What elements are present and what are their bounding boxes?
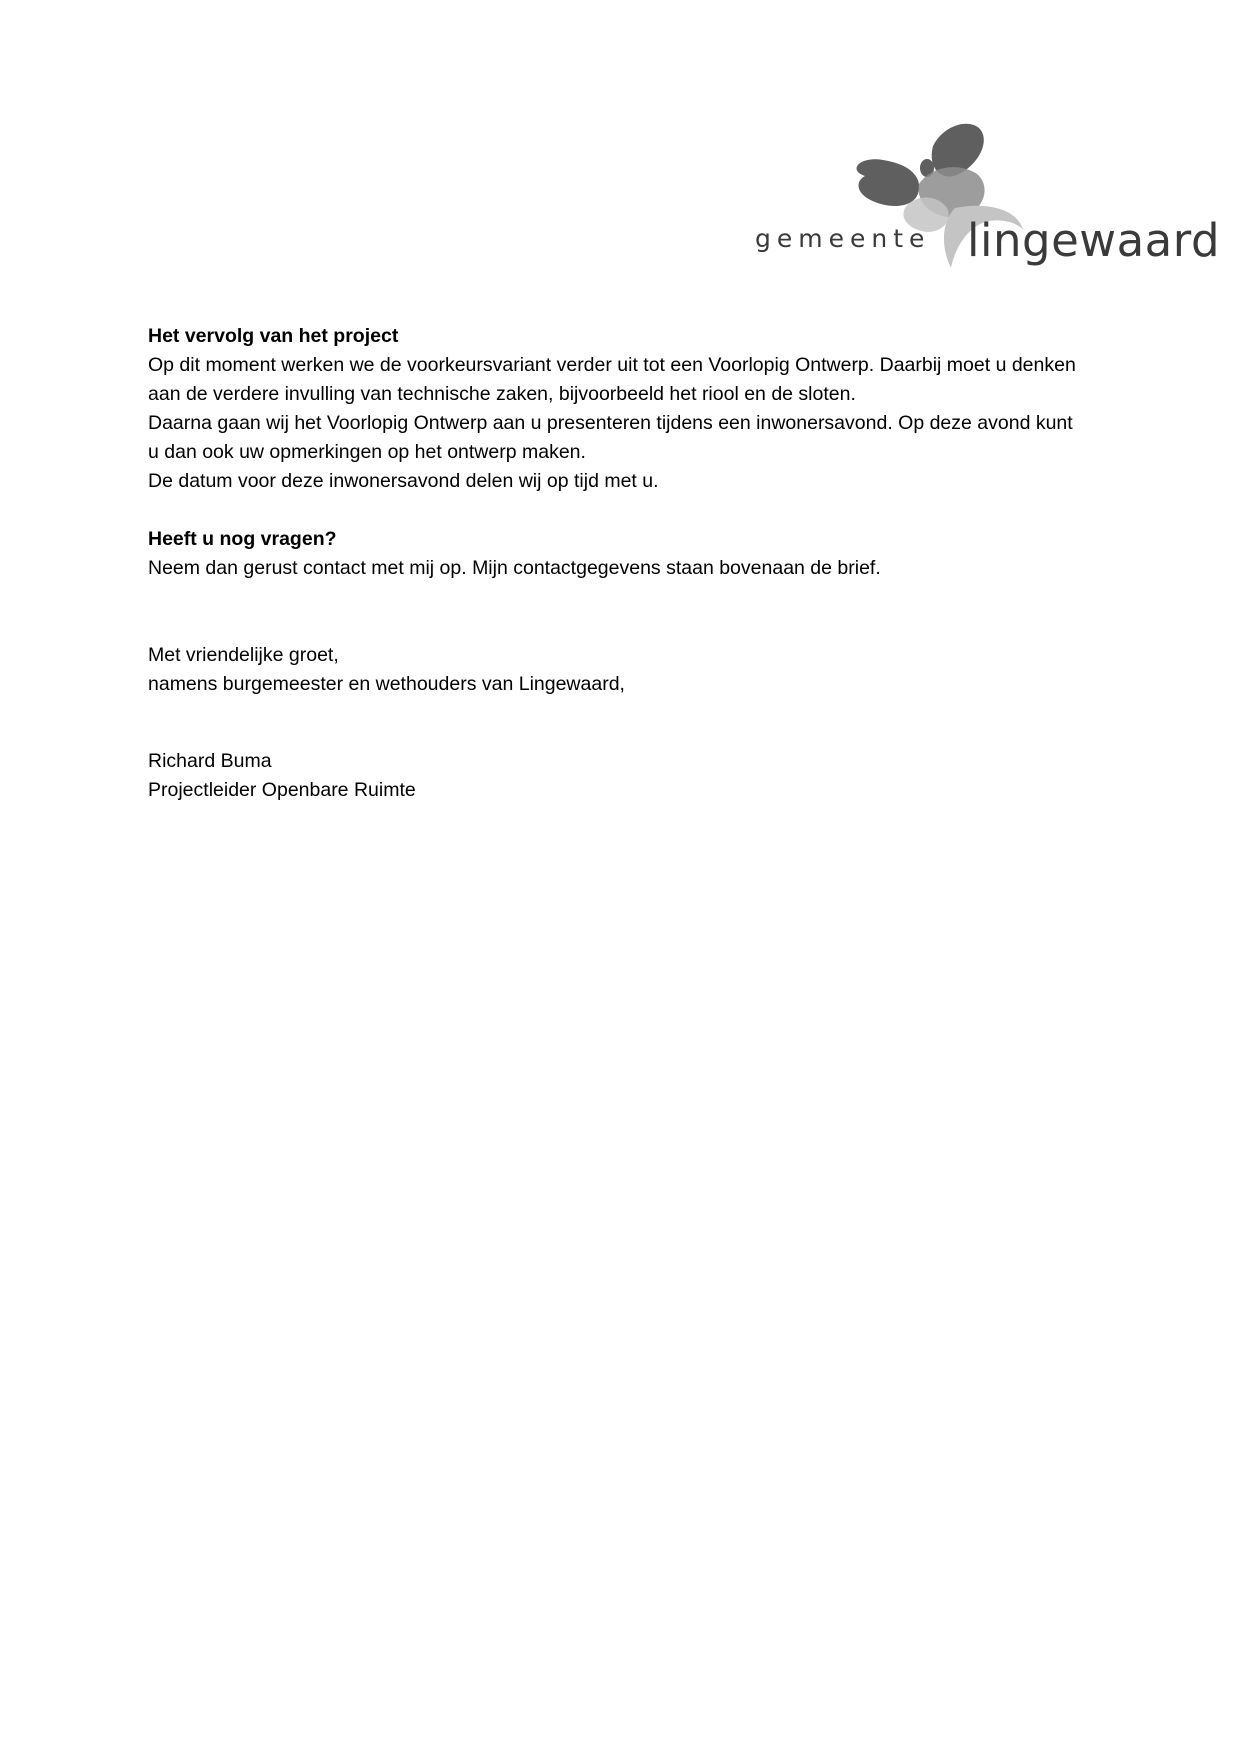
section-heading-vervolg: Het vervolg van het project <box>148 325 399 347</box>
signature-name: Richard Buma <box>148 750 272 772</box>
spacer <box>148 583 1148 641</box>
logo-wordmark-lingewaard: lingewaard <box>967 214 1221 267</box>
body-line: aan de verdere invulling van technische zaken, bijvoorbeeld het riool en de sloten. <box>148 383 856 405</box>
spacer <box>148 496 1148 525</box>
body-line: Neem dan gerust contact met mij op. Mijn contactgegevens staan bovenaan de brief. <box>148 557 881 579</box>
gemeente-lingewaard-logo <box>755 118 1221 288</box>
spacer <box>148 699 1148 747</box>
body-line: Daarna gaan wij het Voorlopig Ontwerp aan u presenteren tijdens een inwonersavond. Op deze avond kunt <box>148 412 1073 434</box>
body-line: Op dit moment werken we de voorkeursvariant verder uit tot een Voorlopig Ontwerp. Daarbij moet u denken <box>148 354 1076 376</box>
closing-greeting: Met vriendelijke groet, <box>148 644 339 666</box>
closing-on-behalf: namens burgemeester en wethouders van Lingewaard, <box>148 673 625 695</box>
signature-role: Projectleider Openbare Ruimte <box>148 779 416 801</box>
letter-body <box>148 322 1148 805</box>
logo-wordmark-gemeente: gemeente <box>755 224 931 253</box>
body-line: De datum voor deze inwonersavond delen wij op tijd met u. <box>148 470 659 492</box>
section-heading-vragen: Heeft u nog vragen? <box>148 528 337 550</box>
body-line: u dan ook uw opmerkingen op het ontwerp maken. <box>148 441 586 463</box>
